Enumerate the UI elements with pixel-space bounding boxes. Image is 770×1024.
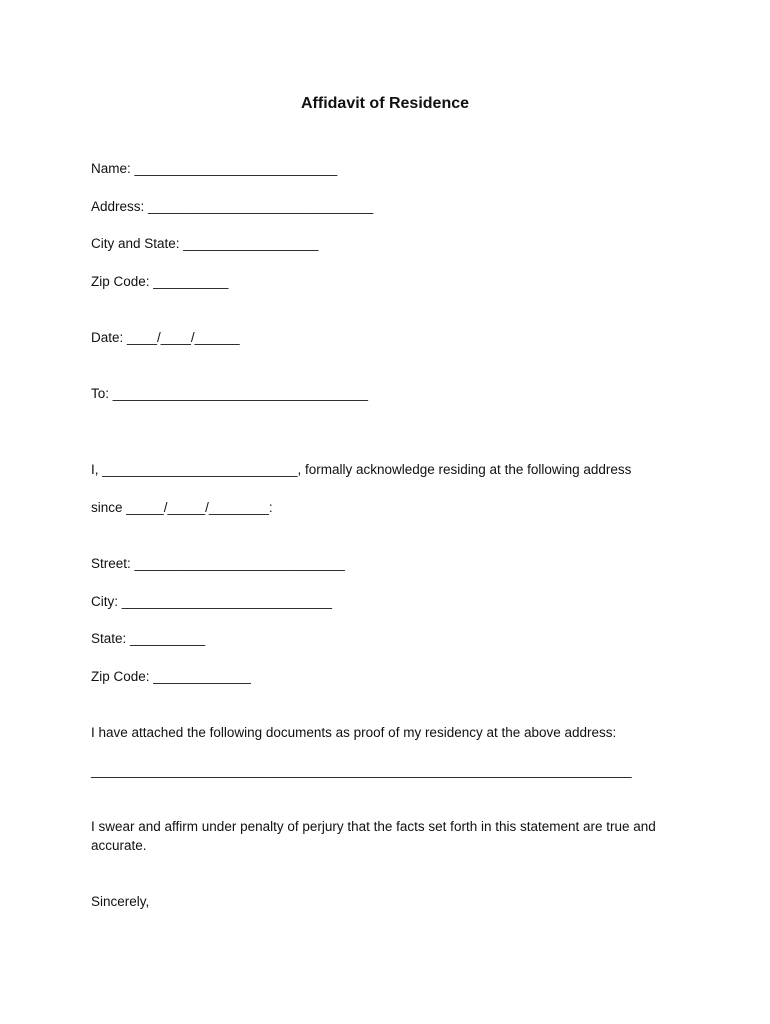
attached-documents-line: I have attached the following documents as proof of my residency at the above address: xyxy=(91,725,617,740)
document-title: Affidavit of Residence xyxy=(300,95,470,112)
sincerely-line: Sincerely, xyxy=(91,894,150,909)
acknowledge-line: I, __________________________, formally acknowledge residing at the following address xyxy=(91,462,632,477)
city-field-line: City: ____________________________ xyxy=(91,594,332,609)
state-field-line: State: __________ xyxy=(91,631,206,646)
city-state-field-line: City and State: __________________ xyxy=(91,236,319,251)
street-field-line: Street: ____________________________ xyxy=(91,556,345,571)
to-field-line: To: __________________________________ xyxy=(91,386,369,401)
since-date-line: since _____/_____/________: xyxy=(91,500,273,515)
address-field-line: Address: ______________________________ xyxy=(91,199,374,214)
zip-code-field-line-2: Zip Code: _____________ xyxy=(91,669,251,684)
date-field-line: Date: ____/____/______ xyxy=(91,330,240,345)
name-field-line: Name: ___________________________ xyxy=(91,161,338,176)
zip-code-field-line: Zip Code: __________ xyxy=(91,274,229,289)
swear-paragraph: I swear and affirm under penalty of perjury that the facts set forth in this statement are true and accurate. xyxy=(91,819,656,853)
documents-blank-line: ________________________________________________________________________ xyxy=(91,763,632,778)
